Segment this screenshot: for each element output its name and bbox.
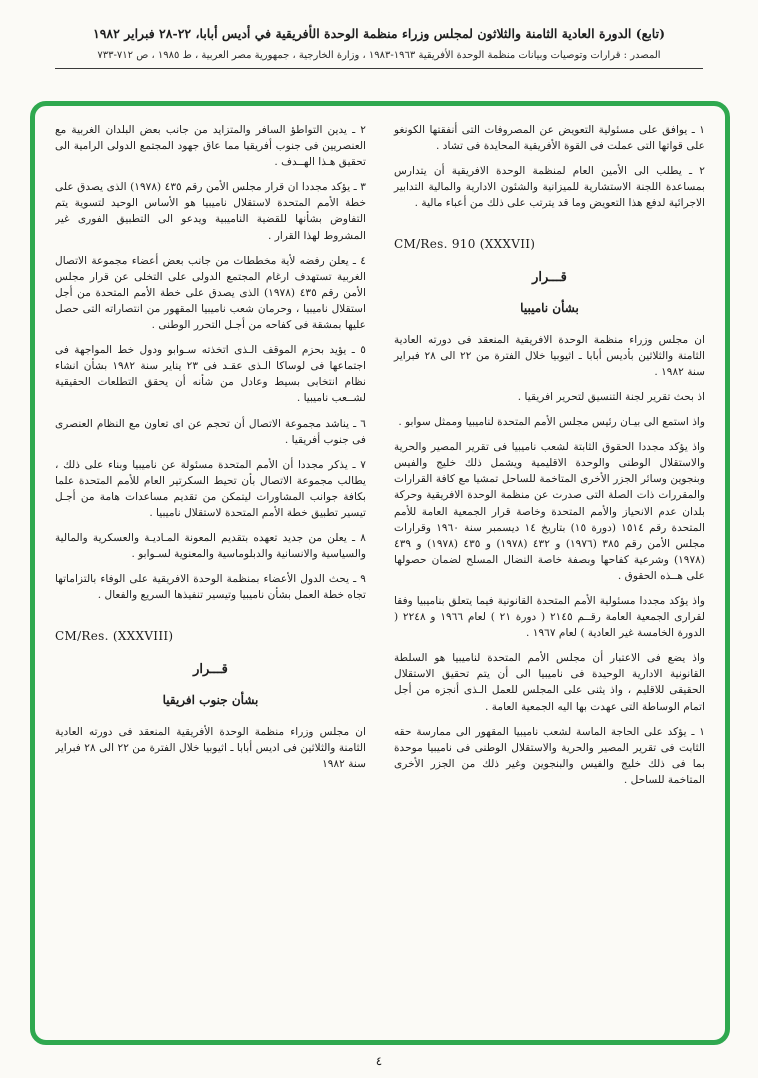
body-paragraph: ٩ ـ يحث الدول الأعضاء بمنظمة الوحدة الافريقية على الوفاء بالتزاماتها تجاه خطة العمل بشأن ناميبيا وتيسير تنفيذها السريع والفعال . <box>55 573 366 602</box>
header-source-line: المصدر : قرارات وتوصيات وبيانات منظمة الوحدة الأفريقية ١٩٦٣-١٩٨٣ ، وزارة الخارجية ، جمهورية مصر العربية ، ط ١٩٨٥ ، ص ٧١٢-٧٣٣ <box>97 50 661 61</box>
body-paragraph: ٧ ـ يذكر مجددا أن الأمم المتحدة مسئولة عن ناميبيا وبناء على ذلك ، يطالب مجموعة الاتصال بأن تحيط السكرتير العام للأمم المتحدة علما بكافة جوانب المشاورات ليتمكن من تقديم مساعدات هامة من أجـل تيسير تطبيق خطة الأمم المتحدة لاستقلال ناميبيا . <box>55 458 366 519</box>
resolution-reference: CM/Res. (XXXVIII) <box>55 629 174 644</box>
page-header <box>0 0 758 69</box>
resolution-reference: CM/Res. 910 (XXXVII) <box>394 237 536 252</box>
body-paragraph: ٢ ـ يطلب الى الأمين العام لمنظمة الوحدة الافريقية أن يتدارس بمساعدة اللجنة الاستشارية للميزانية والشئون الادارية والمالية التدابير الاجرائية لدفع هذا التعويض وما قد يترتب على ذلك من أعباء مالية . <box>394 165 705 210</box>
resolution-heading: قـــرار <box>193 661 228 677</box>
body-paragraph: ١ ـ يؤكد على الحاجة الماسة لشعب ناميبيا المقهور الى ممارسة حقه الثابت فى تقرير المصير والحرية والاستقلال الوطنى فى ناميبيا موحدة بما فى ذلك خليج والفيس والبنجوين وغير ذلك من الجزر الأخرى المتاخمة للساحل . <box>394 725 705 786</box>
column-right <box>394 122 705 1024</box>
body-paragraph: ٨ ـ يعلن من جديد تعهده بتقديم المعونة المـاديـة والعسكرية والمالية والسياسية والانسانية والدبلوماسية والمعنوية لسـوابو . <box>55 532 366 561</box>
body-paragraph: ٥ ـ يؤيد بحزم الموقف الـذى اتخذته سـوابو ودول خط المواجهة فى اجتماعها فى لوساكا الـذى عقـد فى ٢٣ يناير سنة ١٩٨٢ بشأن انشاء نظام انتخابى بسيط وعادل من شأنه أن يحقق التطلعات الحقيقية لشــعب ناميبيا . <box>55 344 367 405</box>
body-paragraph: ٢ ـ يدين التواطؤ السافر والمتزايد من جانب بعض البلدان الغربية مع العنصريين فى جنوب أفريقيا مما عاق جهود المجتمع الدولى الرامية الى تحقيق هـذا الهــدف . <box>55 124 366 169</box>
body-paragraph: ان مجلس وزراء منظمة الوحدة الأفريقية المنعقد فى دورته العادية الثامنة والثلاثين فى اديس أبابا ـ اثيوبيا خلال الفترة من ٢٢ الى ٢٨ فبراير سنة ١٩٨٢ <box>55 725 366 770</box>
resolution-subject: بشأن جنوب افريقيا <box>162 693 259 708</box>
page-number: ٤ <box>375 1054 383 1068</box>
green-border-frame <box>30 101 730 1045</box>
resolution-heading: قـــرار <box>532 269 567 285</box>
page-footer <box>0 1054 758 1068</box>
body-paragraph: ٣ ـ يؤكد مجددا ان قرار مجلس الأمن رقم ٤٣٥ (١٩٧٨) الذى يصدق على خطة الأمم المتحدة لاستقلال ناميبيا هو الأساس الوحيد لتسوية يتم التفاوض بشأنها للقضية الناميبية ويدعو الى التطبيق الفورى غير المشروط لهذا القرار . <box>55 181 366 242</box>
body-paragraph: واذ يؤكد مجددا مسئولية الأمم المتحدة القانونية فيما يتعلق بناميبيا وفقا لقرارى الجمعية العامة رقــم ٢١٤٥ ( دورة ٢١ ) لعام ١٩٦٦ و ٢٢٤٨ ( الدورة الخامسة غير العادية ) لعام ١٩٦٧ . <box>394 595 705 640</box>
header-title: (تابع) الدورة العادية الثامنة والثلاثون لمجلس وزراء منظمة الوحدة الأفريقية في أديس أبابا، ٢٢-٢٨ فبراير ١٩٨٢ <box>92 26 666 41</box>
body-paragraph: واذ يضع فى الاعتبار أن مجلس الأمم المتحدة لناميبيا هو السلطة القانونية الادارية الوحيدة فى ناميبيا الى أن يتم تحقيق الاستقلال الحقيقى للاقليم ، واذ يثنى على المجلس للعمل الـذى أنجزه من أجل اتمام الوساطة التى عهدت بها اليه الجمعية العامة . <box>394 652 705 713</box>
text-columns <box>55 122 705 1024</box>
body-paragraph: ٤ ـ يعلن رفضه لأية مخططات من جانب بعض أعضاء مجموعة الاتصال الغربية تستهدف ارغام المجتمع الدولى على التخلى عن قرار مجلس الأمن رقم ٤٣٥ (١٩٧٨) الذى يصدق على خطة الأمم المتحدة من أجل استقلال ناميبيا ، وحرمان شعب ناميبيا المقهور من انتصاراته التى حصل عليها بمشقة فى كفاحه من أجـل التحرر الوطنى . <box>55 254 366 332</box>
body-paragraph: اذ بحث تقرير لجنة التنسيق لتحرير افريقيا . <box>517 390 705 403</box>
resolution-subject: بشأن ناميبيا <box>520 301 579 316</box>
body-paragraph: ١ ـ يوافق على مسئولية التعويض عن المصروفات التى أنفقتها الكونغو على قواتها التى عملت فى القوة الأفريقية المحايدة فى تشاد . <box>394 124 705 153</box>
body-paragraph: ٦ ـ يناشد مجموعة الاتصال أن تحجم عن اى تعاون مع النظام العنصرى فى جنوب أفريقيا . <box>55 417 366 446</box>
body-paragraph: واذ استمع الى بيـان رئيس مجلس الأمم المتحدة لناميبيا وممثل سوابو . <box>398 416 705 429</box>
header-divider <box>55 68 703 69</box>
column-left <box>55 122 366 1024</box>
body-paragraph: واذ يؤكد مجددا الحقوق الثابتة لشعب ناميبيا فى تقرير المصير والحرية والاستقلال الوطنى والوحدة الاقليمية ويشمل ذلك خليج والفيس وبنجوين وسائر الجزر الأخرى المتاخمة للساحل تمشيا مع كافة القرارات والمقررات ذات الصلة التى صدرت عن منظمة الوحدة الافريقية وحركة بلدان عدم الانحياز والأمم المتحدة وخاصة قرار الجمعية العامة للأمم المتحدة رقم ١٥١٤ (دورة ١٥) بتاريخ ١٤ ديسمبر سنة ١٩٦٠ وقرارات مجلس الأمن رقم ٣٨٥ (١٩٧٦) و ٤٣٢ (١٩٧٨) و ٤٣٥ (١٩٧٨) و ٤٣٩ (١٩٧٨) وشرعية كفاحها وبصفة خاصة النضال المسلح لضمان حصولها على هــذه الحقوق . <box>394 441 705 582</box>
body-paragraph: ان مجلس وزراء منظمة الوحدة الافريقية المنعقد فى دورته العادية الثامنة والثلاثين بأديس أبابا ـ اثيوبيا خلال الفترة من ٢٢ الى ٢٨ فبراير سنة ١٩٨٢ . <box>394 333 705 378</box>
